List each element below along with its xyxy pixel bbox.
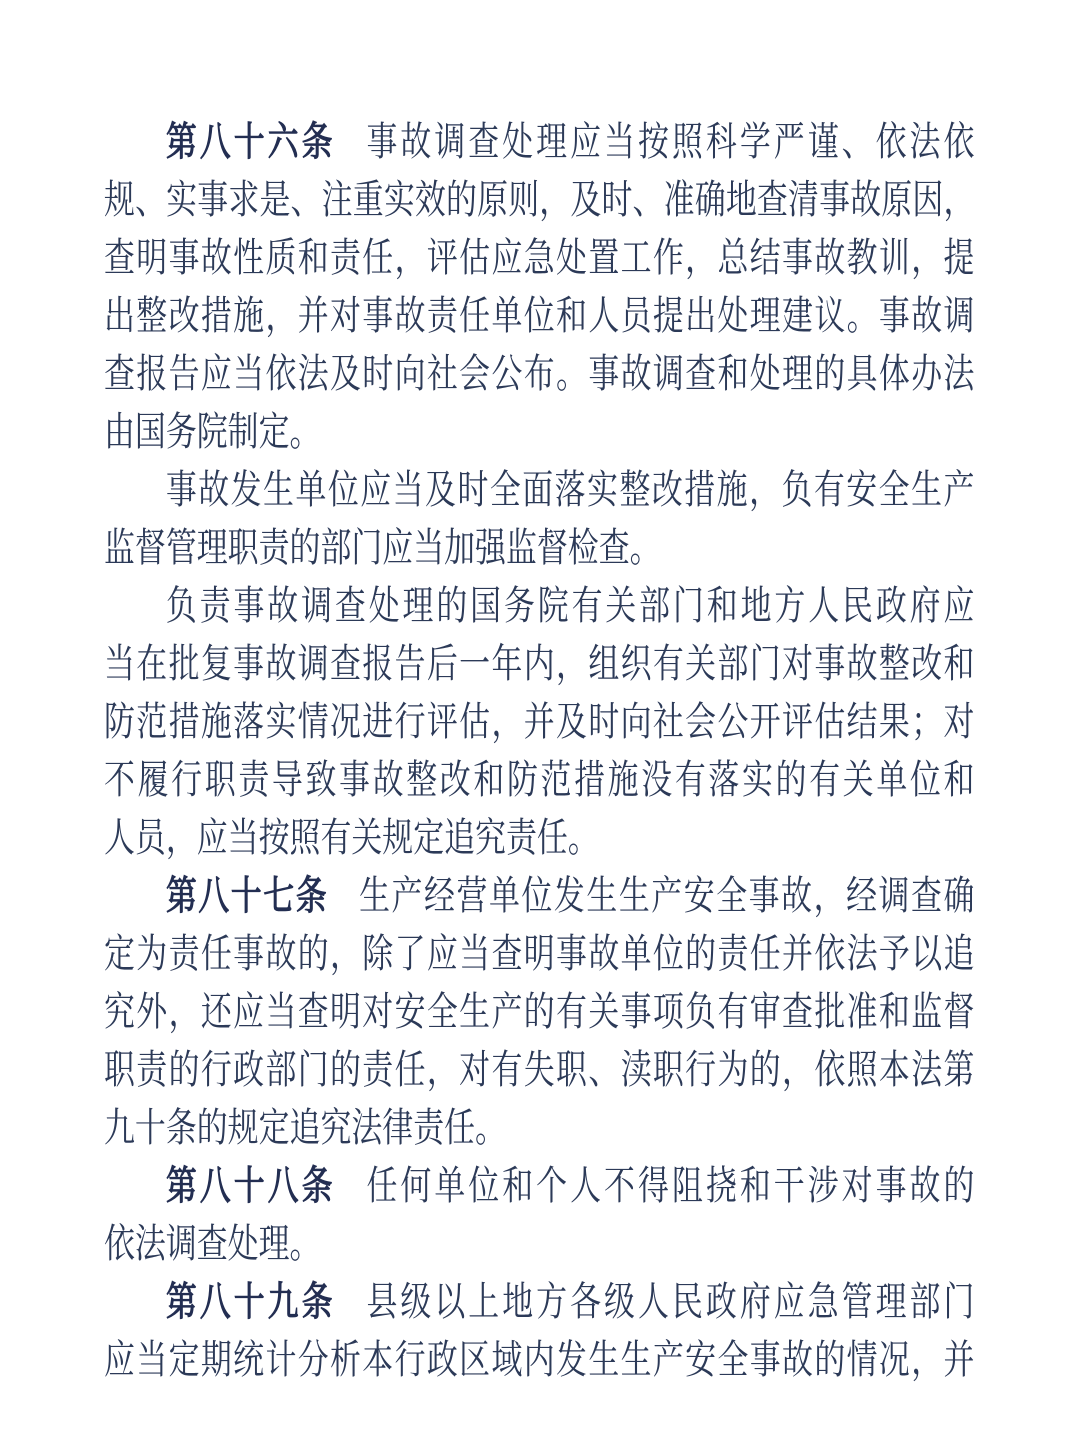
article-number: 第八十六条	[165, 120, 336, 164]
line-text: 究外，还应当查明对安全生产的有关事项负有审查批准和监督	[104, 989, 975, 1034]
text-line	[104, 867, 974, 925]
line-text: 由国务院制定。	[104, 409, 321, 454]
line-text: 负责事故调查处理的国务院有关部门和地方人民政府应	[165, 583, 975, 628]
text-line	[104, 1157, 974, 1215]
text-line	[104, 1099, 974, 1157]
line-text: 依法调查处理。	[104, 1221, 321, 1266]
line-text: 监督管理职责的部门应当加强监督检查。	[104, 525, 661, 570]
text-line	[104, 461, 974, 519]
line-text: 规、实事求是、注重实效的原则，及时、准确地查清事故原因，	[104, 177, 975, 222]
text-line	[104, 229, 974, 287]
text-line	[104, 171, 974, 229]
text-line	[104, 1331, 974, 1389]
text-line	[104, 751, 974, 809]
line-text: 不履行职责导致事故整改和防范措施没有落实的有关单位和	[104, 757, 975, 802]
line-text: 人员，应当按照有关规定追究责任。	[104, 815, 599, 860]
paragraph	[104, 1157, 974, 1273]
line-text: 定为责任事故的，除了应当查明事故单位的责任并依法予以追	[104, 931, 975, 976]
text-line	[104, 809, 974, 867]
line-text: 九十条的规定追究法律责任。	[104, 1105, 506, 1150]
text-line	[104, 693, 974, 751]
article-number: 第八十八条	[165, 1164, 336, 1208]
text-line	[104, 1215, 974, 1273]
text-line	[104, 345, 974, 403]
text-line	[104, 1041, 974, 1099]
text-line	[104, 925, 974, 983]
text-line	[104, 635, 974, 693]
text-line	[104, 403, 974, 461]
paragraph	[104, 113, 974, 461]
paragraph	[104, 577, 974, 867]
line-text: 任何单位和个人不得阻挠和干涉对事故的	[366, 1163, 975, 1208]
article-number: 第八十九条	[165, 1280, 336, 1324]
text-line	[104, 287, 974, 345]
line-text: 当在批复事故调查报告后一年内，组织有关部门对事故整改和	[104, 641, 975, 686]
paragraph	[104, 867, 974, 1157]
line-text: 事故发生单位应当及时全面落实整改措施，负有安全生产	[165, 467, 975, 512]
line-text: 县级以上地方各级人民政府应急管理部门	[366, 1279, 975, 1324]
article-number: 第八十七条	[165, 874, 329, 918]
paragraph	[104, 1273, 974, 1389]
text-line	[104, 577, 974, 635]
line-text: 应当定期统计分析本行政区域内发生生产安全事故的情况，并	[104, 1337, 975, 1382]
line-text: 生产经营单位发生生产安全事故，经调查确	[359, 873, 975, 918]
text-line	[104, 519, 974, 577]
line-text: 事故调查处理应当按照科学严谨、依法依	[366, 119, 975, 164]
line-text: 防范措施落实情况进行评估，并及时向社会公开评估结果；对	[104, 699, 975, 744]
line-text: 职责的行政部门的责任，对有失职、渎职行为的，依照本法第	[104, 1047, 975, 1092]
line-text: 出整改措施，并对事故责任单位和人员提出处理建议。事故调	[104, 293, 975, 338]
text-block	[104, 113, 974, 1389]
text-line	[104, 113, 974, 171]
text-line	[104, 1273, 974, 1331]
line-text: 查报告应当依法及时向社会公布。事故调查和处理的具体办法	[104, 351, 975, 396]
line-text: 查明事故性质和责任，评估应急处置工作，总结事故教训，提	[104, 235, 975, 280]
text-line	[104, 983, 974, 1041]
paragraph	[104, 461, 974, 577]
